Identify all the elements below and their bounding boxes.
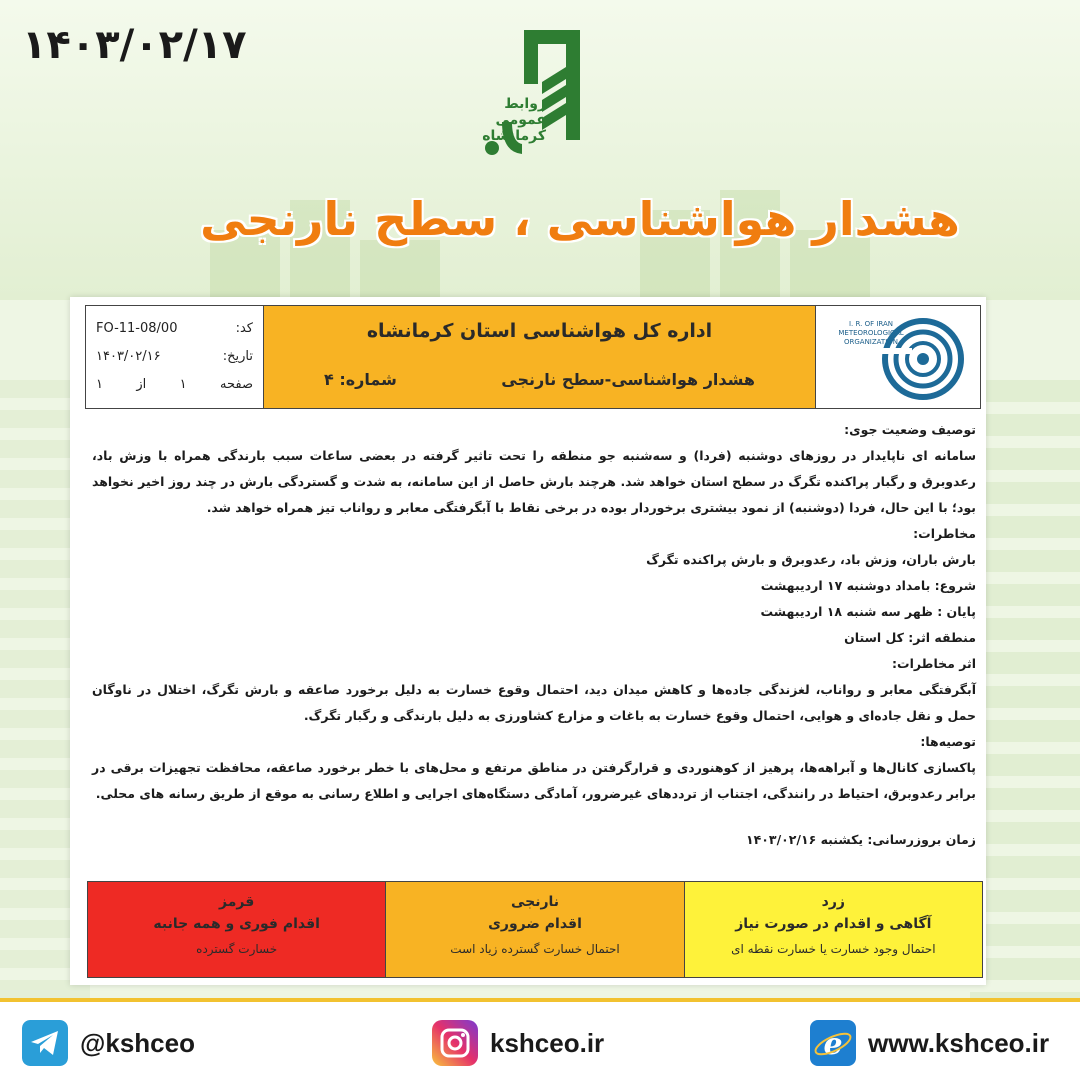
public-relations-logo-icon — [462, 22, 612, 167]
telegram-icon — [22, 1020, 68, 1066]
code-value: FO-11-08/00 — [96, 320, 178, 336]
web-browser-icon — [810, 1020, 856, 1066]
instagram-link[interactable] — [432, 1020, 604, 1066]
logo-text: روابط عمومی کرمانشاه — [482, 96, 546, 144]
page-value: ۱ — [179, 376, 187, 392]
level-description: خسارت گسترده — [196, 942, 278, 956]
date-stamp: ۱۴۰۳/۰۲/۱۷ — [22, 22, 247, 68]
date-label: تاریخ: — [222, 348, 253, 364]
level-action: اقدام فوری و همه جانبه — [153, 916, 320, 932]
telegram-link[interactable] — [22, 1020, 195, 1066]
hazards-text: بارش باران، وزش باد، رعدوبرق و بارش پراکنده تگرگ — [646, 552, 976, 567]
advice-heading: توصیه‌ها: — [920, 734, 976, 749]
svg-text:e: e — [823, 1027, 843, 1062]
level-action: اقدام ضروری — [488, 916, 582, 932]
document-header — [85, 305, 981, 409]
impacts-heading: اثر مخاطرات: — [892, 656, 976, 671]
end-time: پایان : ظهر سه شنبه ۱۸ اردیبهشت — [760, 604, 976, 619]
document-body — [92, 417, 976, 853]
impacts-text: آبگرفتگی معابر و رواناب، لغزندگی جاده‌ها و کاهش میدان دید، احتمال وقوع خسارت به دلیل برخورد صاعقه و بارش تگرگ، اختلال در ناوگان حمل و نقل جاده‌ای و هوایی، احتمال وقوع خسارت به باغات و مزارع کشاورزی به دلیل بارندگی و رگبار تگرگ. — [92, 682, 976, 723]
page-total: ۱ — [96, 376, 104, 392]
level-description: احتمال خسارت گسترده زیاد است — [450, 942, 620, 956]
affected-area: منطقه اثر: کل استان — [844, 630, 976, 645]
code-label: کد: — [235, 320, 253, 336]
level-yellow — [684, 882, 982, 977]
background-building-right — [970, 380, 1080, 1000]
met-logo-text: I. R. OF IRAN METEOROLOGICAL ORGANIZATION — [838, 320, 904, 346]
website-url: www.kshceo.ir — [868, 1027, 1050, 1058]
page-title: هشدار هواشناسی ، سطح نارنجی — [200, 192, 960, 246]
start-time: شروع: بامداد دوشنبه ۱۷ اردیبهشت — [760, 578, 976, 593]
telegram-handle: @kshceo — [80, 1027, 195, 1058]
date-value: ۱۴۰۳/۰۲/۱۶ — [96, 348, 161, 364]
level-red — [88, 882, 385, 977]
document-title-block — [264, 306, 815, 408]
instagram-icon — [432, 1020, 478, 1066]
page-of: از — [136, 376, 147, 392]
advice-text: پاکسازی کانال‌ها و آبراهه‌ها، پرهیز از کوهنوردی و قرارگرفتن در مناطق مرتفع و محل‌های با خطر برخورد صاعقه، محافظت تجهیزات برقی در برابر رعدوبرق، احتیاط در رانندگی، اجتناب از ترددهای غیرضرور، آمادگی دستگاه‌های اجرایی و اطلاع رسانی به موقع از طریق رسانه های محلی. — [92, 760, 976, 801]
weather-text: سامانه ای ناپایدار در روزهای دوشنبه (فردا) و سه‌شنبه جو منطقه را تحت تاثیر گرفته در بعضی ساعات سبب بارندگی همراه با وزش باد، رعدوبرق و رگبار پراکنده تگرگ در سطح استان خواهد شد. هرچند بارش حاصل از این سامانه، به شدت و گستردگی بارش در چند روز اخیر نخواهد بود؛ با این حال، فردا (دوشنبه) از نمود بیشتری برخوردار بوده در برخی نقاط با آبگرفتگی معابر و رواناب تیز همراه خواهد شد. — [92, 448, 976, 515]
met-organization-icon — [882, 318, 964, 400]
page-label: صفحه — [220, 376, 253, 392]
met-organization-logo — [815, 306, 980, 408]
instagram-handle: kshceo.ir — [490, 1027, 605, 1058]
organization-name: اداره کل هواشناسی استان کرمانشاه — [366, 320, 713, 342]
hazards-heading: مخاطرات: — [913, 526, 976, 541]
weather-heading: توصیف وضعیت جوی: — [844, 422, 976, 437]
level-name: قرمز — [219, 894, 255, 910]
update-time: زمان بروزرسانی: یکشنبه ۱۴۰۳/۰۲/۱۶ — [746, 832, 976, 847]
warning-document — [70, 297, 986, 985]
warning-levels-table — [87, 881, 983, 978]
document-meta — [86, 306, 264, 408]
warning-number: شماره: ۴ — [324, 370, 397, 389]
warning-subtitle: هشدار هواشناسی-سطح نارنجی — [501, 370, 755, 389]
footer-bar — [0, 998, 1080, 1080]
level-orange — [385, 882, 683, 977]
level-action: آگاهی و اقدام در صورت نیاز — [735, 916, 932, 932]
level-description: احتمال وجود خسارت یا خسارت نقطه ای — [731, 942, 936, 956]
website-link[interactable] — [810, 1020, 1049, 1066]
level-name: نارنجی — [510, 894, 560, 910]
level-name: زرد — [821, 894, 845, 910]
